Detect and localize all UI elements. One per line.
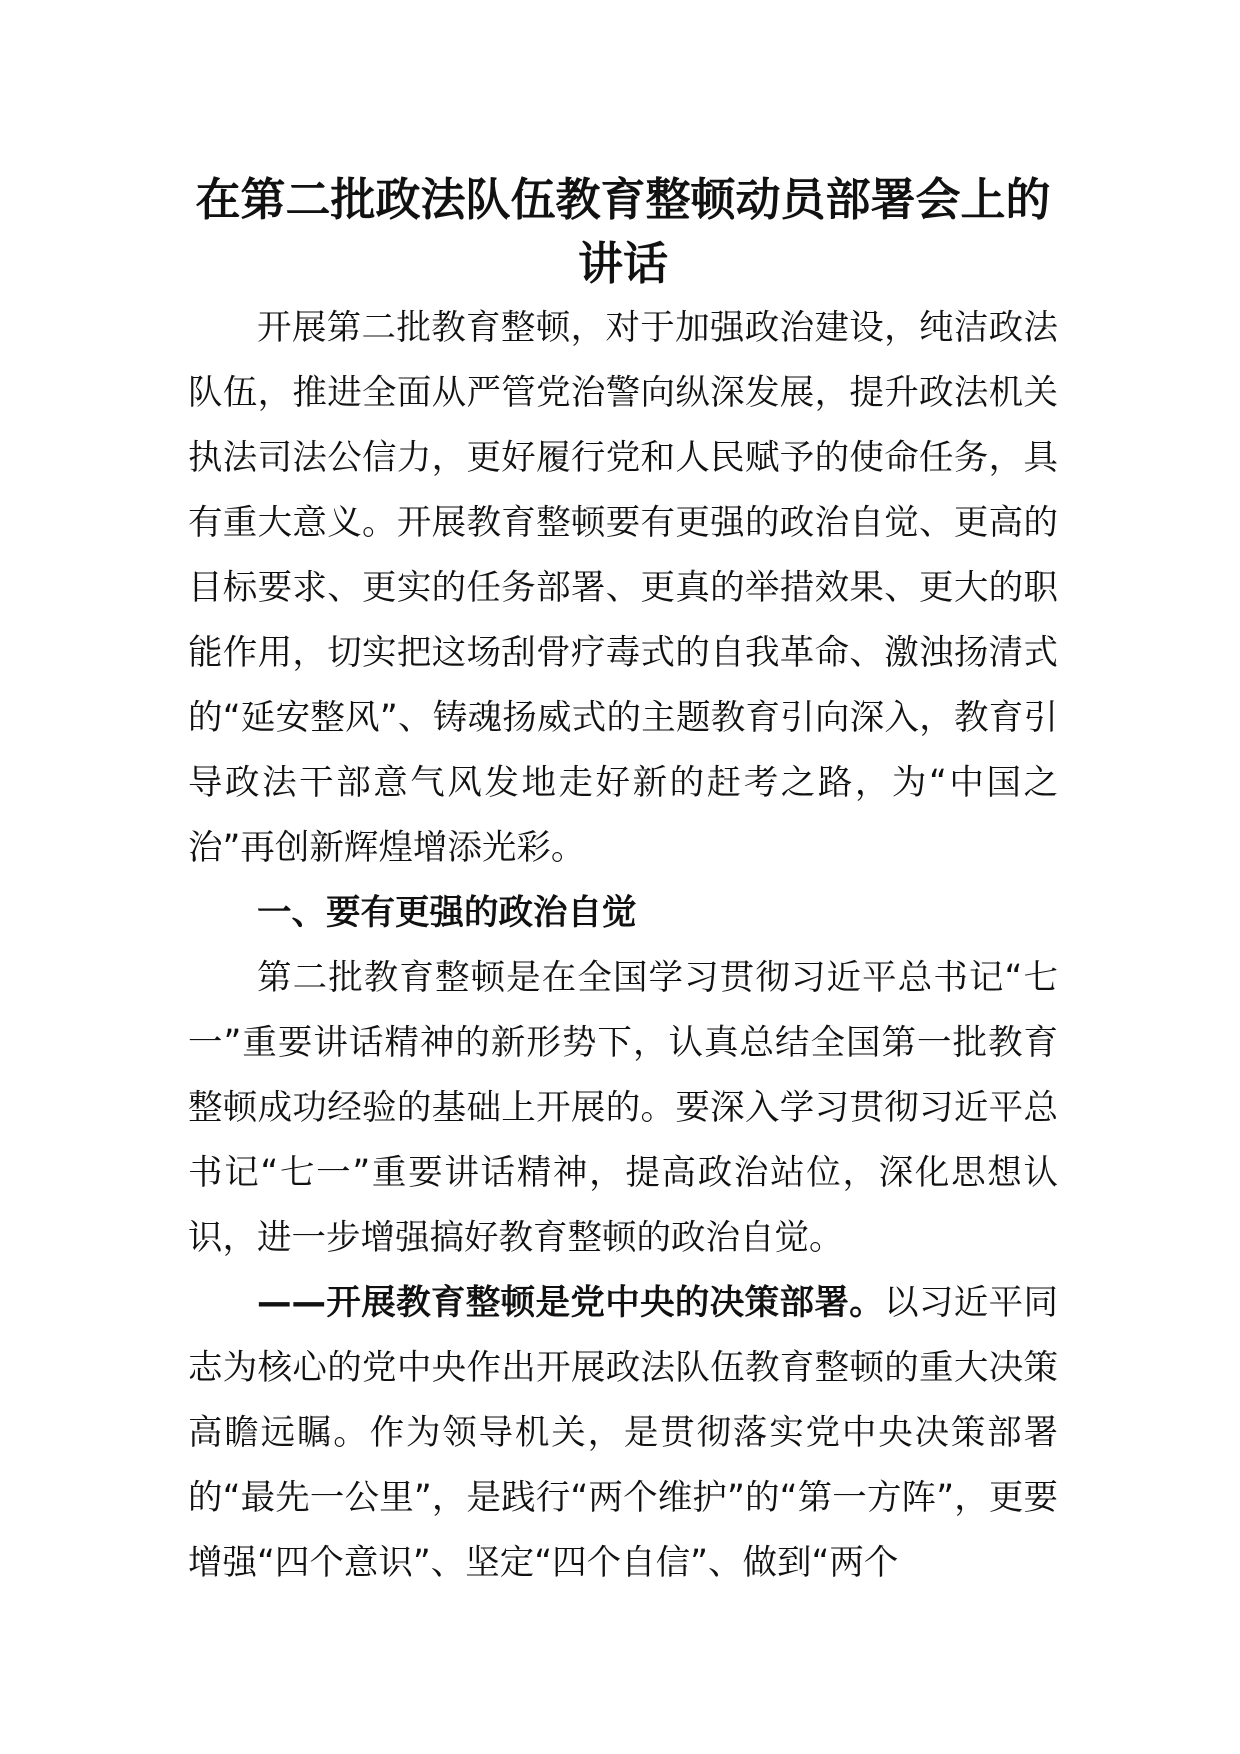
section1-paragraph-2-lead: ——开展教育整顿是党中央的决策部署。: [257, 1283, 885, 1323]
intro-paragraph: 开展第二批教育整顿，对于加强政治建设，纯洁政法队伍，推进全面从严管党治警向纵深发展，提升政法机关执法司法公信力，更好履行党和人民赋予的使命任务，具有重大意义。开展教育整顿要有更强的政治自觉、更高的目标要求、更实的任务部署、更真的举措效果、更大的职能作用，切实把这场刮骨疗毒式的自我革命、激浊扬清式的“延安整风”、铸魂扬威式的主题教育引向深入，教育引导政法干部意气风发地走好新的赶考之路，为“中国之治”再创新辉煌增添光彩。: [188, 308, 1058, 868]
section1-paragraph-2: [188, 1271, 1058, 1596]
section1-paragraph-2-body: 以习近平同志为核心的党中央作出开展政法队伍教育整顿的重大决策高瞻远瞩。作为领导机关，是贯彻落实党中央决策部署的“最先一公里”，是践行“两个维护”的“第一方阵”，更要增强“四个意识”、坚定“四个自信”、做到“两个: [188, 1283, 1059, 1583]
document-page: [188, 168, 1058, 1596]
document-title: 在第二批政法队伍教育整顿动员部署会上的讲话: [195, 173, 1051, 290]
section-heading-1: 一、要有更强的政治自觉: [257, 893, 637, 933]
section1-paragraph-1: 第二批教育整顿是在全国学习贯彻习近平总书记“七一”重要讲话精神的新形势下，认真总结全国第一批教育整顿成功经验的基础上开展的。要深入学习贯彻习近平总书记“七一”重要讲话精神，提高政治站位，深化思想认识，进一步增强搞好教育整顿的政治自觉。: [188, 958, 1058, 1258]
